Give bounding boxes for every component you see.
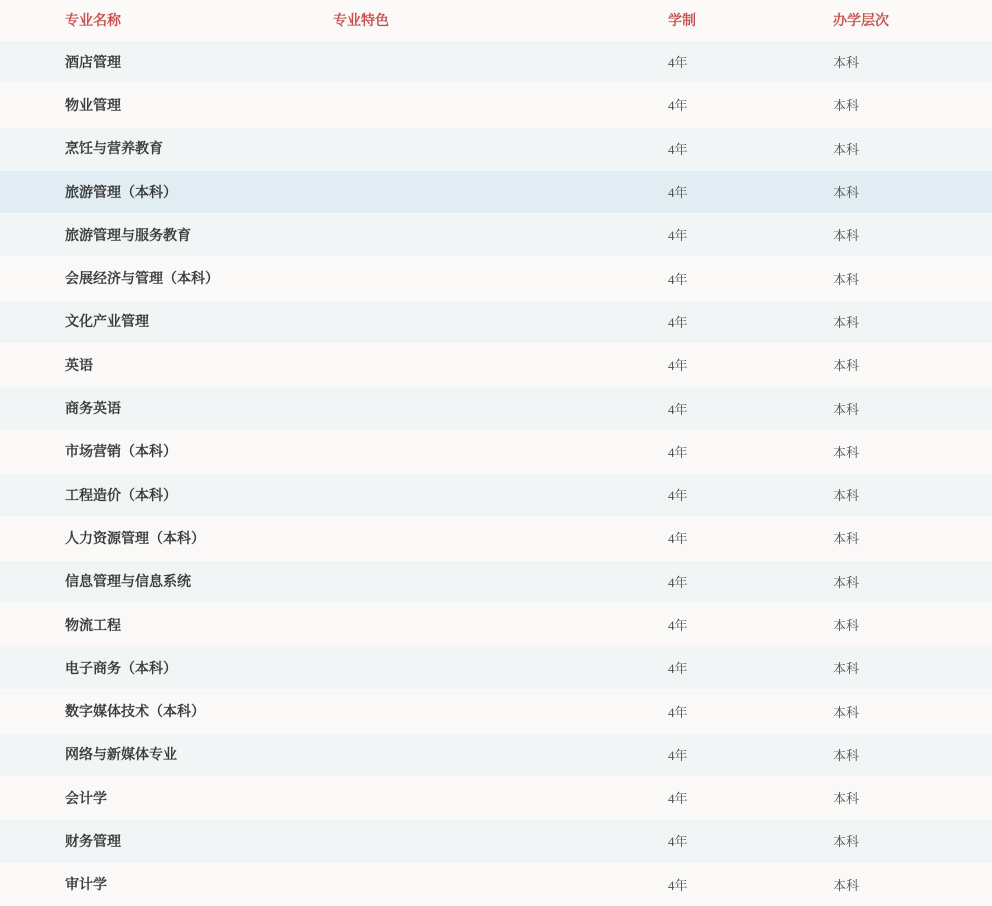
duration-cell: 4年 xyxy=(668,358,688,374)
duration-cell: 4年 xyxy=(668,401,688,417)
level-cell: 本科 xyxy=(833,791,860,807)
level-cell: 本科 xyxy=(833,488,860,504)
level-cell: 本科 xyxy=(833,358,860,374)
table-row[interactable] xyxy=(0,646,992,689)
major-name-cell: 工程造价（本科） xyxy=(65,488,177,504)
level-cell: 本科 xyxy=(833,531,860,547)
major-name-cell: 会计学 xyxy=(65,791,107,807)
level-cell: 本科 xyxy=(833,574,860,590)
table-row[interactable] xyxy=(0,127,992,170)
table-row[interactable] xyxy=(0,560,992,603)
table-row[interactable] xyxy=(0,473,992,516)
duration-cell: 4年 xyxy=(668,661,688,677)
major-name-cell: 旅游管理与服务教育 xyxy=(65,228,191,244)
major-name-cell: 信息管理与信息系统 xyxy=(65,575,191,591)
table-row[interactable] xyxy=(0,819,992,862)
major-name-cell: 酒店管理 xyxy=(65,55,121,71)
level-cell: 本科 xyxy=(833,444,860,460)
duration-cell: 4年 xyxy=(668,531,688,547)
table-row[interactable] xyxy=(0,733,992,776)
table-row[interactable] xyxy=(0,300,992,343)
duration-cell: 4年 xyxy=(668,618,688,633)
level-cell: 本科 xyxy=(833,55,860,71)
table-row[interactable] xyxy=(0,343,992,386)
level-cell: 本科 xyxy=(833,877,860,893)
major-name-cell: 文化产业管理 xyxy=(65,315,149,331)
table-row[interactable] xyxy=(0,603,992,646)
major-name-cell: 人力资源管理（本科） xyxy=(65,531,205,547)
duration-cell: 4年 xyxy=(668,747,688,763)
duration-cell: 4年 xyxy=(668,877,688,893)
major-name-cell: 英语 xyxy=(65,358,93,374)
major-name-cell: 物流工程 xyxy=(65,618,121,634)
level-cell: 本科 xyxy=(833,834,860,850)
table-row[interactable] xyxy=(0,256,992,299)
table-row[interactable] xyxy=(0,430,992,473)
table-row[interactable] xyxy=(0,170,992,213)
major-name-cell: 电子商务（本科） xyxy=(65,661,177,677)
duration-cell: 4年 xyxy=(668,834,688,850)
column-header-duration: 学制 xyxy=(668,14,696,29)
level-cell: 本科 xyxy=(833,401,860,417)
column-header-major-feature: 专业特色 xyxy=(333,14,389,29)
major-name-cell: 市场营销（本科） xyxy=(65,445,177,461)
major-name-cell: 烹饪与营养教育 xyxy=(65,142,163,158)
major-name-cell: 物业管理 xyxy=(65,98,121,114)
major-name-cell: 旅游管理（本科） xyxy=(65,185,177,201)
major-name-cell: 商务英语 xyxy=(65,402,121,418)
table-row[interactable] xyxy=(0,516,992,559)
duration-cell: 4年 xyxy=(668,228,688,244)
duration-cell: 4年 xyxy=(668,141,688,157)
duration-cell: 4年 xyxy=(668,791,688,807)
level-cell: 本科 xyxy=(833,618,860,633)
table-header-row xyxy=(0,0,992,40)
duration-cell: 4年 xyxy=(668,55,688,71)
level-cell: 本科 xyxy=(833,141,860,157)
duration-cell: 4年 xyxy=(668,314,688,330)
level-cell: 本科 xyxy=(833,228,860,244)
duration-cell: 4年 xyxy=(668,271,688,287)
column-header-level: 办学层次 xyxy=(833,14,889,29)
major-name-cell: 财务管理 xyxy=(65,834,121,850)
duration-cell: 4年 xyxy=(668,704,688,720)
duration-cell: 4年 xyxy=(668,488,688,504)
duration-cell: 4年 xyxy=(668,185,688,201)
table-row[interactable] xyxy=(0,863,992,906)
level-cell: 本科 xyxy=(833,747,860,763)
table-row[interactable] xyxy=(0,83,992,126)
major-name-cell: 审计学 xyxy=(65,878,107,894)
table-row[interactable] xyxy=(0,776,992,819)
level-cell: 本科 xyxy=(833,271,860,287)
level-cell: 本科 xyxy=(833,704,860,720)
duration-cell: 4年 xyxy=(668,574,688,590)
table-row[interactable] xyxy=(0,213,992,256)
major-name-cell: 会展经济与管理（本科） xyxy=(65,272,219,288)
table-row[interactable] xyxy=(0,689,992,732)
level-cell: 本科 xyxy=(833,661,860,677)
level-cell: 本科 xyxy=(833,185,860,201)
duration-cell: 4年 xyxy=(668,444,688,460)
table-body xyxy=(0,40,992,906)
major-name-cell: 网络与新媒体专业 xyxy=(65,748,177,764)
column-header-major-name: 专业名称 xyxy=(65,14,121,29)
duration-cell: 4年 xyxy=(668,98,688,114)
table-row[interactable] xyxy=(0,40,992,83)
level-cell: 本科 xyxy=(833,314,860,330)
major-name-cell: 数字媒体技术（本科） xyxy=(65,705,205,721)
table-row[interactable] xyxy=(0,386,992,429)
level-cell: 本科 xyxy=(833,98,860,114)
